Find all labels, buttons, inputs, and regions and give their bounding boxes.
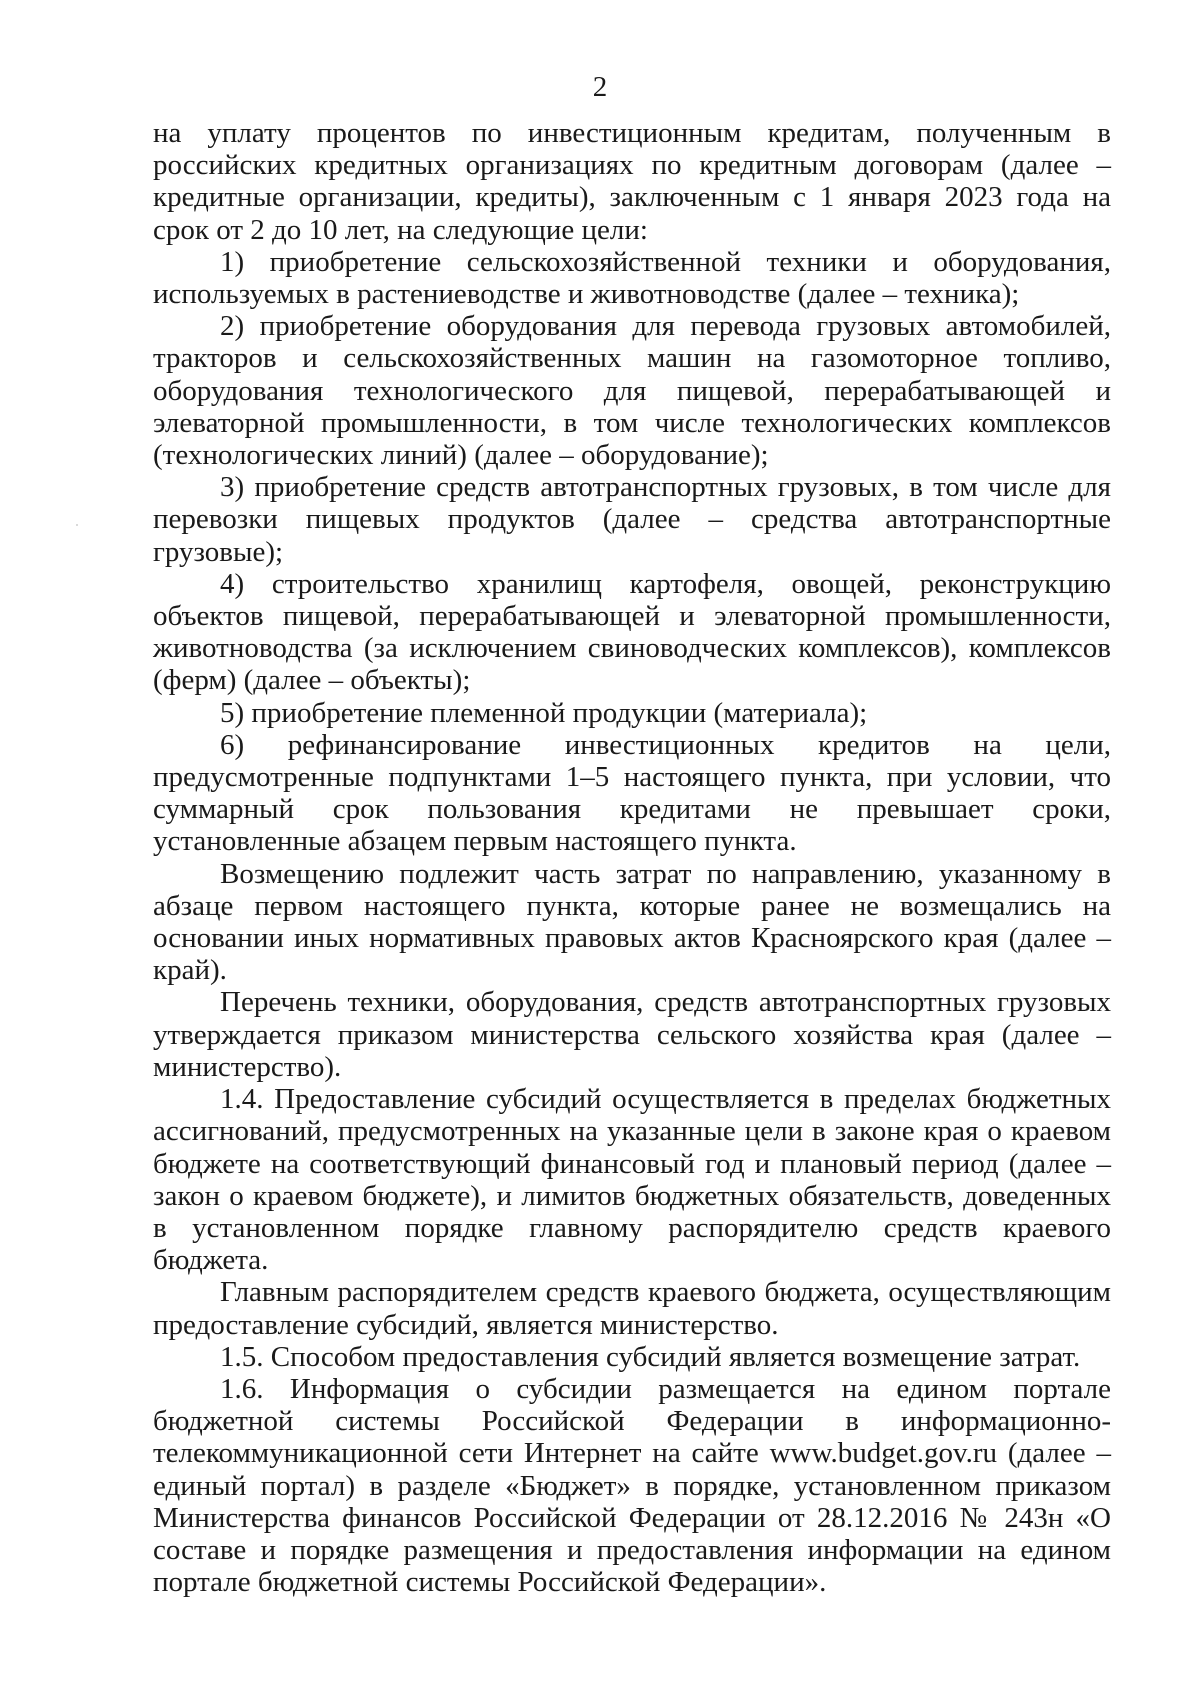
- document-body: [153, 117, 1111, 1598]
- paragraph-reimbursement: Возмещению подлежит часть затрат по направлению, указанному в абзаце первом настоящего пункта, которые ранее не возмещались на основании иных нормативных правовых актов Красноярского края (далее – край).: [153, 857, 1111, 987]
- paragraph-item-5: 5) приобретение племенной продукции (материала);: [220, 696, 868, 729]
- paragraph-item-4: 4) строительство хранилищ картофеля, овощей, реконструкцию объектов пищевой, перерабатывающей и элеваторной промышленности, животноводства (за исключением свиноводческих комплексов), комплексов (ферм) (далее – объекты);: [153, 567, 1111, 697]
- paragraph-equipment-list: Перечень техники, оборудования, средств автотранспортных грузовых утверждается приказом министерства сельского хозяйства края (далее – министерство).: [153, 986, 1111, 1083]
- paragraph-intro: на уплату процентов по инвестиционным кредитам, полученным в российских кредитных организациях по кредитным договорам (далее – кредитные организации, кредиты), заключенным с 1 января 2023 года на срок от 2 до 10 лет, на следующие цели:: [153, 117, 1111, 246]
- paragraph-item-3: 3) приобретение средств автотранспортных грузовых, в том числе для перевозки пищевых продуктов (далее – средства автотранспортные грузовые);: [153, 471, 1111, 568]
- paragraph-section-1-4: 1.4. Предоставление субсидий осуществляется в пределах бюджетных ассигнований, предусмотренных на указанные цели в законе края о краевом бюджете на соответствующий финансовый год и плановый период (далее – закон о краевом бюджете), и лимитов бюджетных обязательств, доведенных в установленном порядке главному распорядителю средств краевого бюджета.: [153, 1083, 1111, 1277]
- paragraph-section-1-5: 1.5. Способом предоставления субсидий является возмещение затрат.: [220, 1340, 1081, 1373]
- paragraph-item-2: 2) приобретение оборудования для перевода грузовых автомобилей, тракторов и сельскохозяйственных машин на газомоторное топливо, оборудования технологического для пищевой, перерабатывающей и элеваторной промышленности, в том числе технологических комплексов (технологических линий) (далее – оборудование);: [153, 310, 1111, 472]
- paragraph-item-1: 1) приобретение сельскохозяйственной техники и оборудования, используемых в растениеводстве и животноводстве (далее – техника);: [153, 245, 1111, 311]
- scan-speck: [76, 524, 78, 526]
- paragraph-section-1-6: 1.6. Информация о субсидии размещается на едином портале бюджетной системы Российской Федерации в информационно-телекоммуникационной сети Интернет на сайте www.budget.gov.ru (далее – единый портал) в разделе «Бюджет» в порядке, установленном приказом Министерства финансов Российской Федерации от 28.12.2016 № 243н «О составе и порядке размещения и предоставления информации на едином портале бюджетной системы Российской Федерации».: [153, 1372, 1111, 1599]
- page-number: 2: [592, 71, 608, 103]
- paragraph-chief-manager: Главным распорядителем средств краевого бюджета, осуществляющим предоставление субсидий, является министерство.: [153, 1276, 1111, 1341]
- paragraph-item-6: 6) рефинансирование инвестиционных кредитов на цели, предусмотренные подпунктами 1–5 настоящего пункта, при условии, что суммарный срок пользования кредитами не превышает сроки, установленные абзацем первым настоящего пункта.: [153, 728, 1111, 858]
